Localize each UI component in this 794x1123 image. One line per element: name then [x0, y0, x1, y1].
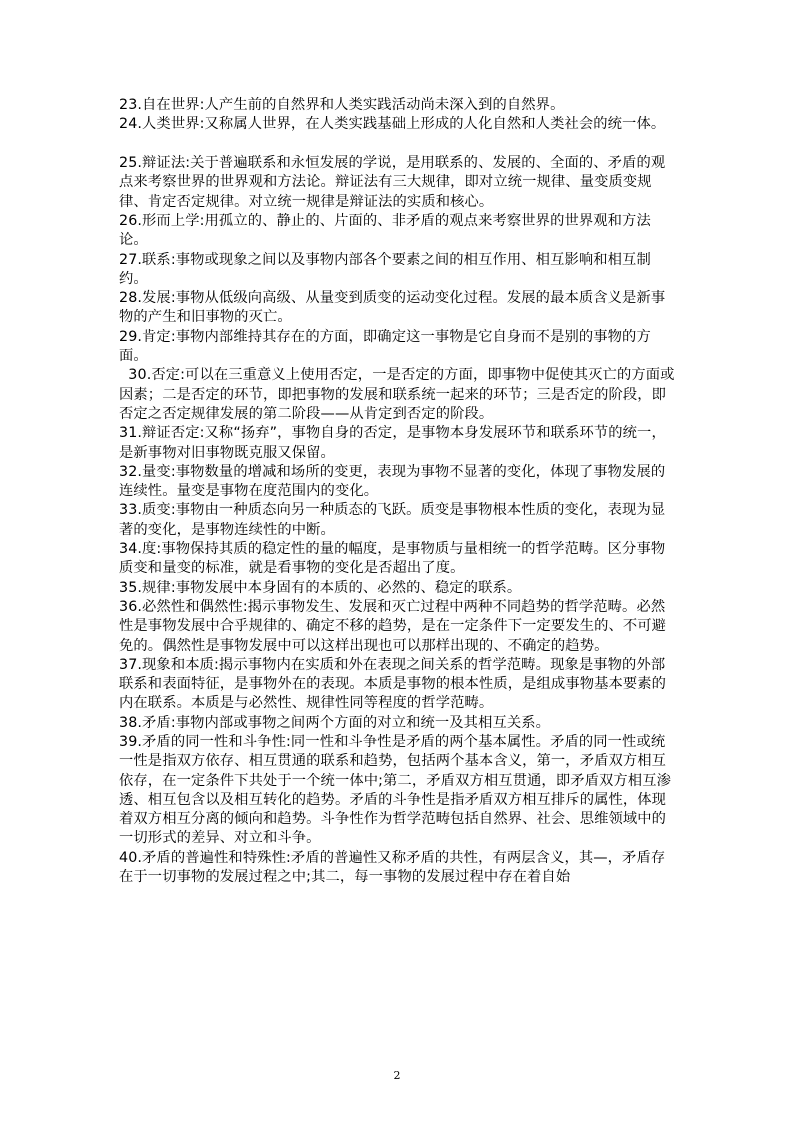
paragraph-34: 34.度:事物保持其质的稳定性的量的幅度，是事物质与量相统一的哲学范畴。区分事物质变和量变的标准，就是看事物的变化是否超出了度。: [119, 541, 666, 577]
paragraph-25: 25.辩证法:关于普遍联系和永恒发展的学说，是用联系的、发展的、全面的、矛盾的观点来考察世界的世界观和方法论。辩证法有三大规律，即对立统一规律、量变质变规律、肯定否定规律。对立统一规律是辩证法的实质和核心。: [119, 155, 666, 210]
paragraph-29: 29.肯定:事物内部维持其存在的方面，即确定这一事物是它自身而不是别的事物的方面。: [119, 328, 651, 365]
page-number: 2: [393, 1069, 401, 1082]
paragraph-35: 35.规律:事物发展中本身固有的本质的、必然的、稳定的联系。: [119, 579, 522, 596]
paragraph-32: 32.量变:事物数量的增减和场所的变更，表现为事物不显著的变化，体现了事物发展的连续性。量变是事物在度范围内的变化。: [119, 463, 666, 500]
paragraph-23: 23.自在世界:人产生前的自然界和人类实践活动尚未深入到的自然界。: [119, 97, 565, 113]
paragraph-30: 30.否定:可以在三重意义上使用否定，一是否定的方面，即事物中促使其灭亡的方面或因素；二是否定的环节，即把事物的发展和联系统一起来的环节；三是否定的阶段，即否定之否定规律发展的第二阶段——从肯定到否定的阶段。: [119, 367, 675, 422]
paragraph-37: 37.现象和本质:揭示事物内在实质和外在表现之间关系的哲学范畴。现象是事物的外部联系和表面特征，是事物外在的表现。本质是事物的根本性质，是组成事物基本要素的内在联系。本质是与必然性、规律性同等程度的哲学范畴。: [119, 656, 667, 712]
paragraph-31: 31.辩证否定:又称“扬弃”，事物自身的否定，是事物本身发展环节和联系环节的统一，是新事物对旧事物既克服又保留。: [119, 425, 666, 461]
blank-line: [119, 135, 679, 155]
paragraph-40: 40.矛盾的普遍性和特殊性:矛盾的普遍性又称矛盾的共性，有两层含义，其—，矛盾存在于一切事物的发展过程之中;其二，每一事物的发展过程中存在着自始: [119, 849, 666, 886]
paragraph-27: 27.联系:事物或现象之间以及事物内部各个要素之间的相互作用、相互影响和相互制约。: [119, 251, 651, 287]
paragraph-26: 26.形而上学:用孤立的、静止的、片面的、非矛盾的观点来考察世界的世界观和方法论。: [119, 212, 651, 249]
paragraph-39: 39.矛盾的同一性和斗争性:同一性和斗争性是矛盾的两个基本属性。矛盾的同一性或统一性是指双方依存、相互贯通的联系和趋势，包括两个基本含义，第一，矛盾双方相互依存，在一定条件下共处于一个统一体中;第二，矛盾双方相互贯通，即矛盾双方相互渗透、相互包含以及相互转化的趋势。矛盾的斗争性是指矛盾双方相互排斥的属性，体现着双方相互分离的倾向和趋势。斗争性作为哲学范畴包括自然界、社会、思维领域中的一切形式的差异、对立和斗争。: [119, 734, 671, 847]
document-body: [119, 96, 679, 887]
paragraph-28: 28.发展:事物从低级向高级、从量变到质变的运动变化过程。发展的最本质含义是新事物的产生和旧事物的灭亡。: [119, 290, 666, 326]
paragraph-36: 36.必然性和偶然性:揭示事物发生、发展和灭亡过程中两种不同趋势的哲学范畴。必然性是事物发展中合乎规律的、确定不移的趋势，是在一定条件下一定要发生的、不可避免的。偶然性是事物发展中可以这样出现也可以那样出现的、不确定的趋势。: [119, 598, 667, 654]
paragraph-33: 33.质变:事物由一种质态向另一种质态的飞跃。质变是事物根本性质的变化，表现为显著的变化，是事物连续性的中断。: [119, 502, 666, 538]
paragraph-24: 24.人类世界:又称属人世界，在人类实践基础上形成的人化自然和人类社会的统一体。: [119, 116, 666, 133]
paragraph-38: 38.矛盾:事物内部或事物之间两个方面的对立和统一及其相互关系。: [119, 714, 551, 731]
